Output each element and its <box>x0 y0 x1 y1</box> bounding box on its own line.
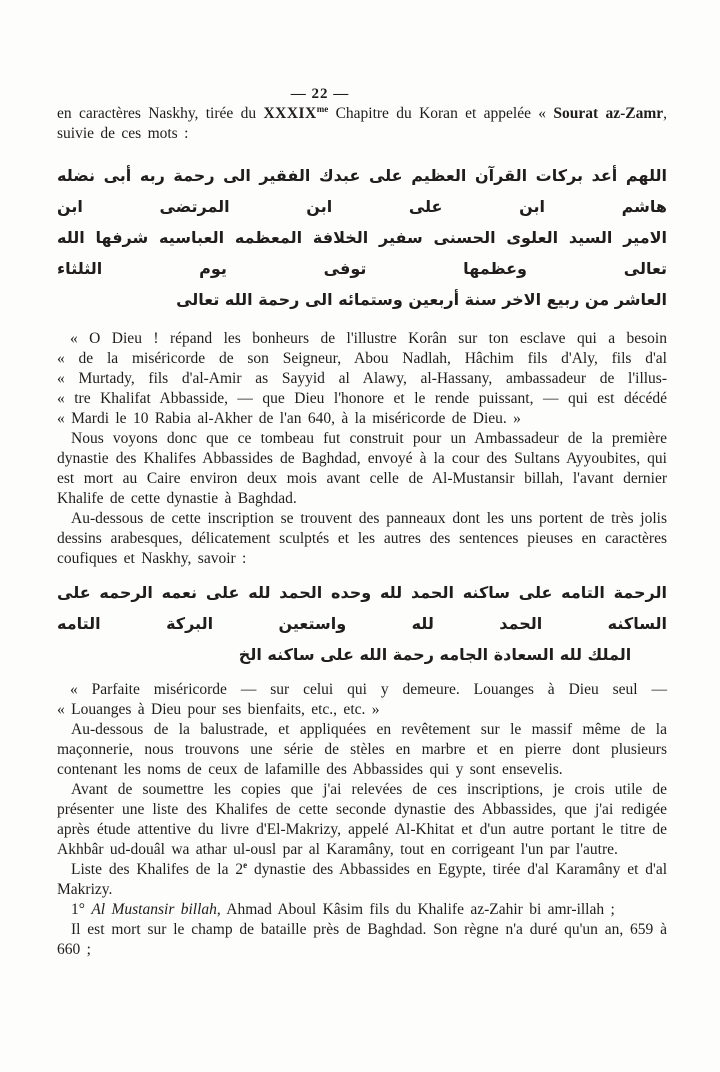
quote-line: « O Dieu ! répand les bonheurs de l'illustre Korân sur ton esclave qui a besoin <box>70 330 667 347</box>
quote-line: « Mardi le 10 Rabia al-Akher de l'an 640, à la miséricorde de Dieu. » <box>57 410 521 427</box>
arabic-line: العاشر من ربيع الاخر سنة أربعين وستمائه الى رحمة الله تعالى <box>176 290 667 309</box>
paragraph-panneaux: Au-dessous de cette inscription se trouvent des panneaux dont les uns portent de très jolis dessins arabesques, délicatement sculptés et les autres des sentences pieuses en caractères coufiques et Naskhy, savoir : <box>57 510 667 567</box>
liste-text-1: Liste des Khalifes de la 2 <box>71 861 244 878</box>
arabic-inscription-1 <box>57 160 667 315</box>
quote-line: « de la miséricorde de son Seigneur, Abou Nadlah, Hâchim fils d'Aly, fils d'al <box>57 350 667 367</box>
paragraph-avant: Avant de soumettre les copies que j'ai relevées de ces inscriptions, je crois utile de présenter une liste des Khalifes de cette seconde dynastie des Abbassides, que j'ai redigée après étude attentive du livre d'El-Makrizy, appelé Al-Khitat et d'un autre portant le titre de Akhbâr ud-douâl wa athar ul-ousl par al Karamâny, tout en corrigeant l'un par l'autre. <box>57 781 667 858</box>
arabic-line: الملك لله السعادة الجامه رحمة الله على ساكنه الخ <box>238 645 632 664</box>
arabic-line: الامير السيد العلوى الحسنى سفير الخلافة المعظمه العباسيه شرفها الله تعالى وعظمها توفى يوم الثلثاء <box>57 228 667 278</box>
liste-text-2: dynastie des Abbassides en Egypte, tirée d'al Karamâny et d'al Makrizy. <box>57 861 668 898</box>
dynasty-ordinal-superscript: e <box>243 859 248 870</box>
text-block <box>57 0 667 960</box>
arabic-line: الرحمة التامه على ساكنه الحمد لله وحده الحمد لله على نعمه الرحمه على الساكنه الحمد لله واستعين البركة التامه <box>57 583 667 633</box>
khalife-name: Al Mustansir billah <box>91 901 217 918</box>
khalife-entry-1 <box>57 900 667 920</box>
arabic-inscription-2 <box>57 577 667 670</box>
intro-text-3: , suivie de ces mots : <box>57 105 668 142</box>
translation-quote-2 <box>57 680 667 720</box>
paragraph-intro <box>57 104 667 144</box>
quote-line: « Louanges à Dieu pour ses bienfaits, etc., etc. » <box>57 701 380 718</box>
paragraph-tombeau: Nous voyons donc que ce tombeau fut construit pour un Ambassadeur de la première dynastie des Khalifes Abbassides de Baghdad, envoyé à la cour des Sultans Ayyoubites, qui est mort au Caire environ deux mois avant celle de Al-Mustansir billah, l'avant dernier Khalife de cette dynastie à Baghdad. <box>57 430 667 507</box>
entry-number: 1° <box>71 901 92 918</box>
intro-text-1: en caractères Naskhy, tirée du <box>57 105 264 122</box>
paragraph-balustrade: Au-dessous de la balustrade, et appliquées en revêtement sur le massif même de la maçonnerie, nous trouvons une série de stèles en marbre et en pierre dont plusieurs contenant les noms de ceux de lafamille des Abbassides qui y sont ensevelis. <box>57 721 667 778</box>
khalife-entry-1-note: Il est mort sur le champ de bataille près de Baghdad. Son règne n'a duré qu'un an, 659 à 660 ; <box>57 921 667 958</box>
translation-quote-1 <box>57 329 667 429</box>
page-number: — 22 — <box>290 86 350 102</box>
chapter-ordinal-superscript: me <box>316 103 329 114</box>
quote-line: « Parfaite miséricorde — sur celui qui y demeure. Louanges à Dieu seul — <box>70 681 667 698</box>
chapter-roman-numeral: XXXIX <box>263 105 317 122</box>
intro-text-2: Chapitre du Koran et appelée « <box>328 105 554 122</box>
paragraph-liste <box>57 860 667 900</box>
quote-line: « tre Khalifat Abbasside, — que Dieu l'honore et le rende puissant, — qui est décédé <box>57 390 667 407</box>
quote-line: « Murtady, fils d'al-Amir as Sayyid al Alawy, al-Hassany, ambassadeur de l'illus- <box>57 370 667 387</box>
entry-text: , Ahmad Aboul Kâsim fils du Khalife az-Zahir bi amr-illah ; <box>216 901 615 918</box>
sourat-title: Sourat az-Zamr <box>553 105 664 122</box>
arabic-line: اللهم أعد بركات القرآن العظيم على عبدك الفقير الى رحمة ربه أبى نضله هاشم ابن على ابن المرتضى ابن <box>57 166 667 216</box>
